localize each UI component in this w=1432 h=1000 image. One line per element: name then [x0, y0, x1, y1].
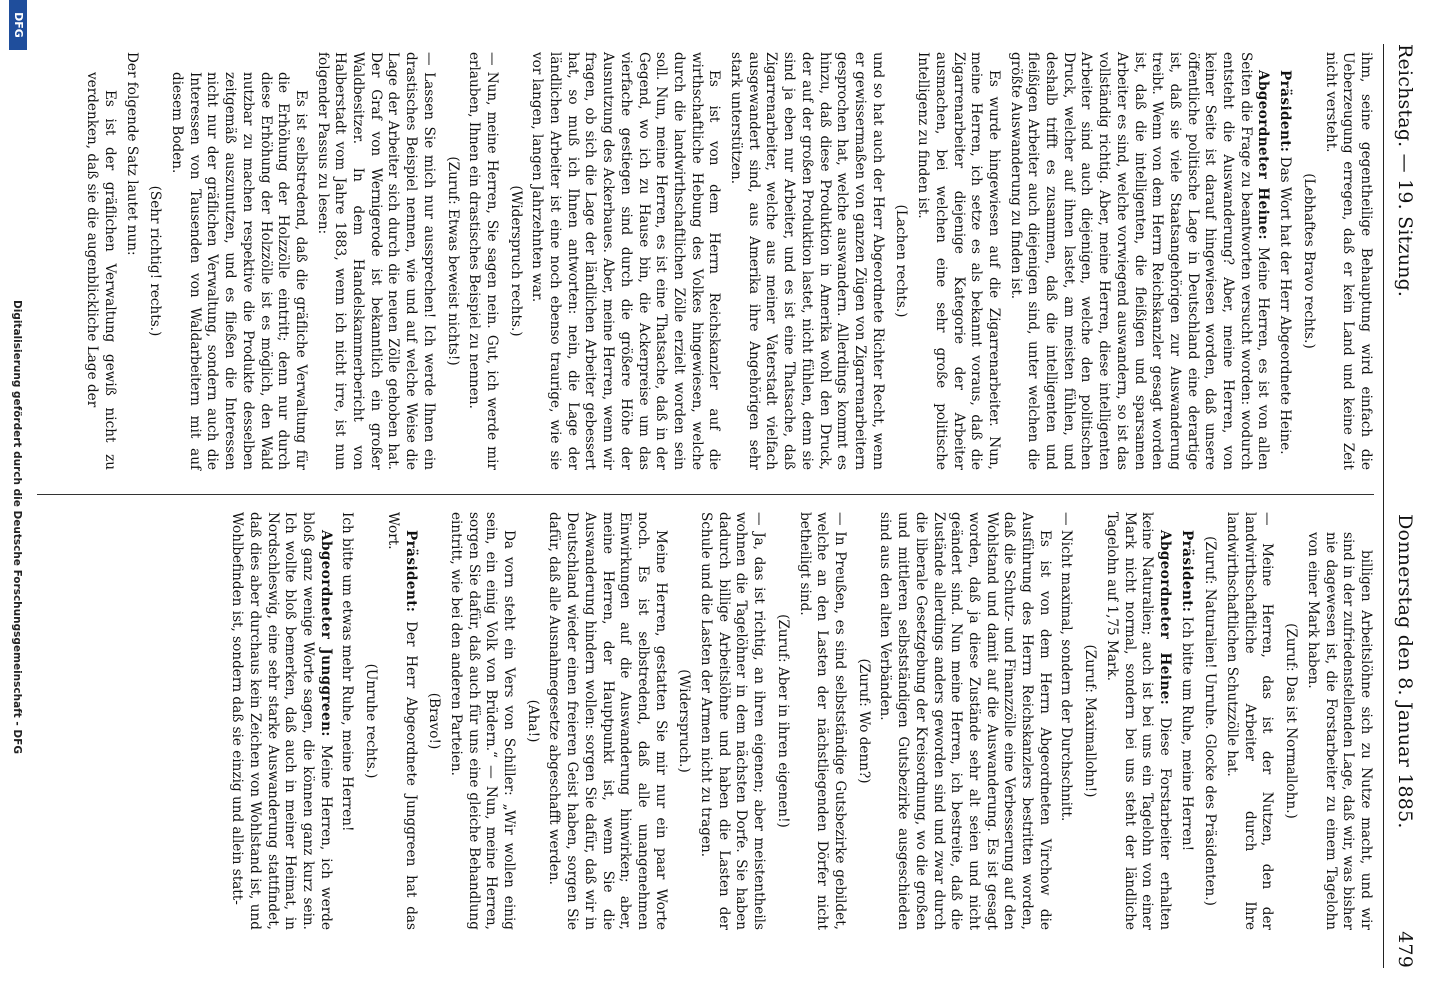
paragraph-text: Es ist selbstredend, daß die gräfliche Verwaltung für die Erhöhung der Holzzölle eintritt; denn nur durch diese Erhöhung der Holzzölle ist es möglich, den Wald nutzbar zu machen respektive die Produkte desselben zeitgemäß auszunutzen, und es fließen die Interessen nicht nur der gräflichen Verwaltung, sondern auch die Interessen von Tausenden von Waldarbeitern mit auf diesem Boden. [169, 72, 309, 470]
paragraph-text: (Bravo!) [426, 692, 443, 750]
interjection [1201, 512, 1219, 930]
paragraph-text: (Sehr richtig! rechts.) [147, 185, 164, 337]
text-paragraph [465, 52, 500, 470]
paragraph-text: (Zuruf: Aber in ihren eigenen!) [774, 614, 791, 828]
dfg-logo: DFG [9, 0, 27, 50]
paragraph-text: (Widerspruch.) [676, 669, 693, 773]
paragraph-text: Da vorn steht ein Vers von Schiller: „Wir wollen einig sein, ein einig Volk von Brüdern.“ — Nun, meine Herren, sorgen Sie dafür, daß auch für uns eine gleiche Behandlung eintritt, wie bei den anderen Parteien. [447, 512, 518, 930]
interjection [773, 512, 791, 930]
paragraph-text: — Nicht maximal, sondern der Durchschnitt. [1058, 512, 1075, 822]
text-paragraph [913, 52, 1002, 470]
speaker-label: Abgeordneter Heine: [1255, 70, 1272, 240]
page-header [1383, 44, 1420, 968]
paragraph-text: Es ist der gräflichen Verwaltung gewiß nicht zu verdenken, daß sie die augenblickliche Lage der [84, 72, 118, 470]
interjection [854, 512, 872, 930]
interjection [675, 512, 693, 930]
paragraph-text: — Lassen Sie mich nur aussprechen! Ich werde Ihnen ein drastisches Beispiel nennen, wie und auf welche Weise die Lage der Arbeiter sich durch die neuen Zölle gehoben hat. Der Graf von Wernigerode ist bekanntlich ein großer Waldbesitzer. In dem Handelskammerbericht von Halberstadt vom Jahre 1883, wenn ich nicht irre, ist nun folgender Passus zu lesen: [314, 52, 437, 470]
paragraph-text: Der folgende Satz lautet nun: [123, 52, 140, 256]
speaker-label: Präsident: [402, 530, 419, 613]
speaker-paragraph [1275, 52, 1293, 470]
header-session-title [1394, 44, 1416, 297]
speaker-paragraph [1177, 512, 1195, 930]
interjection [1299, 52, 1317, 470]
paragraph-text: Meine Herren, es ist von allen Seiten die Frage zu beantworten versucht worden: wodurch entsteht die Auswanderung? Aber, meine Herren, von keiner Seite ist darauf hingewiesen worden, daß unsere öffentliche politische Lage in Deutschland eine derartige ist, daß sie viele Staatsangehörigen zur Auswanderung treibt. Wenn von dem Herrn Reichskanzler gesagt worden ist, daß die intelligenten, die fleißigen und sparsamen Arbeiter es sind, welche vorwiegend auswandern, so ist das vollständig richtig. Aber, meine Herren, diese intelligenten Arbeiter sind auch diejenigen, welche den politischen Druck, welcher auf ihnen lastet, am meisten fühlen, und deshalb trifft es zusammen, daß die intelligenten und fleißigen Arbeiter auch diejenigen sind, unter welchen die größte Auswanderung zu finden ist. [1007, 52, 1272, 470]
paragraph-text: — Meine Herren, das ist der Nutzen, den der landwirthschaftliche Arbeiter durch Ihre landwirthschaftlichen Schutzzölle hat. [1224, 512, 1276, 930]
paragraph-text: ihm, seine gegentheilige Behauptung wird einfach die Ueberzeugung erregen, daß er kein Land und keine Zeit nicht versteht. [1322, 52, 1374, 470]
paragraph-text: Meine Herren, gestatten Sie mir nur ein paar Worte noch. Es ist selbstredend, daß alle unangenehmen Einwirkungen auf die Auswanderung hinwirken; aber, meine Herren, der Hauptpunkt ist, wenn Sie die Auswanderung hindern wollen: sorgen Sie dafür, daß wir in Deutschland wieder einen freieren Geist haben, sorgen Sie dafür, daß alle Ausnahmegesetze abgeschafft werden. [546, 512, 669, 930]
digitization-credit-band [0, 0, 37, 1000]
text-paragraph [726, 52, 885, 470]
text-paragraph [795, 512, 848, 930]
paragraph-text: Der Herr Abgeordnete Junggreen hat das Wort. [384, 512, 419, 930]
speaker-label: Präsident: [1277, 70, 1294, 153]
text-paragraph [1057, 512, 1075, 930]
paragraph-text: (Zuruf: Maximallohn!) [1082, 644, 1099, 798]
interjection [443, 52, 461, 470]
interjection [506, 52, 524, 470]
text-paragraph [167, 72, 309, 470]
paragraph-text: und so hat auch der Herr Abgeordnete Richter Recht, wenn er gewissermaßen von ganzen Zügen von Zigarrenarbeitern gesprochen hat, welche auswandern. Allerdings kommt es hinzu, daß diese Produktion in Amerika wohl den Druck, der auf der großen Produktion lastet, nicht fühlen, denn sie sind ja eben nur Arbeiter, und es ist eine Thatsache, daß Zigarrenarbeiter, welche aus meiner Vaterstadt vielfach ausgewandert sind, aus Amerika ihre Angehörigen sehr stark unterstützen. [728, 52, 886, 470]
interjection [1281, 512, 1299, 930]
text-paragraph [122, 52, 140, 470]
page-number: 479 [1394, 931, 1416, 968]
speaker-label: Abgeordneter Junggreen: [317, 530, 334, 737]
speaker-paragraph [1006, 52, 1272, 470]
paragraph-text: — Nun, meine Herren, Sie sagen nein. Gut, ich werde mir erlauben, Ihnen ein drastisches Beispiel zu nennen. [466, 52, 500, 470]
speaker-paragraph [228, 512, 334, 930]
interjection [146, 52, 164, 470]
paragraph-text: (Aha!) [524, 699, 541, 743]
interjection [425, 512, 443, 930]
text-paragraph [1303, 532, 1374, 930]
paragraph-text: Es ist von dem Herrn Abgeordneten Virchow die Ausführung des Herrn Reichskanzlers bestritten worden, daß die Schutz- und Finanzzölle eine Verbesserung auf den Wohlstand und damit auf die Auswanderung. Es ist gesagt worden, daß ja diese Zustände sehr alt seien und nicht geändert sind. Nun meine Herren, ich bestreite, daß die Zustände allerdings anders geworden sind und zwar durch die liberale Gesetzgebung der Kreisordnung, wo die großen und mittleren selbstständigen Gutsbezirke ausgeschieden sind aus den alten Verbänden. [877, 512, 1053, 930]
text-paragraph [313, 52, 437, 470]
speaker-label: Präsident: [1178, 530, 1195, 613]
interjection [1080, 512, 1098, 930]
interjection [892, 52, 910, 470]
interjection [361, 512, 379, 930]
text-paragraph [446, 512, 517, 930]
paragraph-text: Meine Herren, ich werde bloß ganz wenige Worte sagen, die können ganz kurz sein. Ich wollte bloß bemerken, daß auch in meiner Heimat, in Nordschleswig, eine sehr starke Auswanderung stattfindet, daß dies aber durchaus kein Zeichen von Wohlstand ist, und Wohlbefinden ist, sondern daß sie einzig und allein statt- [229, 512, 334, 930]
speaker-label: Abgeordneter Heine: [1156, 530, 1173, 706]
paragraph-text: (Unruhe rechts.) [363, 663, 380, 779]
text-paragraph [1321, 52, 1374, 470]
text-paragraph [696, 512, 767, 930]
paragraph-text: (Zuruf: Naturalien! Unruhe. Glocke des Präsidenten.) [1202, 536, 1219, 906]
text-paragraph [528, 52, 723, 470]
digitization-credit: Digitalisierung gefördert durch die Deutsche Forschungsgemeinschaft - DFG [11, 300, 23, 754]
text-paragraph [82, 72, 117, 470]
paragraph-text: (Zuruf: Wo denn?) [855, 658, 872, 784]
paragraph-text: billigen Arbeitslöhne sich zu Nutze macht, und wir sind in der zufriedenstellenden Lage, daß wir, was bisher nie dagewesen ist, die Forstarbeiter zu einem Tagelohn von einer Mark haben. [1304, 532, 1374, 930]
paragraph-text: (Zuruf: Etwas beweist nichts!) [444, 156, 461, 366]
text-paragraph [338, 512, 356, 930]
paragraph-text: — In Preußen, es sind selbstständige Gutsbezirke gebildet, welche an den Lasten der nächstliegenden Dörfer nicht betheiligt sind. [796, 512, 849, 930]
text-paragraph [876, 512, 1053, 930]
header-date-and-page [1394, 514, 1416, 968]
text-paragraph [1222, 512, 1275, 930]
column-divider [0, 494, 1374, 495]
paragraph-text: Es ist von dem Herrn Reichskanzler auf die wirthschaftliche Hebung des Volkes hingewiesen, welche durch die landwirthschaftlichen Zölle erzielt worden sein soll. Nun, meine Herren, es ist eine Thatsache, daß in der Gegend, wo ich zu Hause bin, die Ackerpreise um das vierfache gestiegen sind durch die größere Höhe der Ausnutzung des Ackerbaues. Aber, meine Herren, wenn wir fragen, ob sich die Lage der ländlichen Arbeiter gebessert hat, so muß ich Ihnen antworten: nein, die Lage der ländlichen Arbeiter ist eine noch ebenso traurige, wie sie vor langen, langen Jahrzehnten war. [529, 52, 723, 470]
paragraph-text: (Zuruf: Das ist Normallohn.) [1283, 623, 1300, 819]
header-left-text: Reichstag. — 19. Sitzung. [1394, 44, 1416, 298]
header-date: Donnerstag den 8. Januar 1885. [1394, 514, 1416, 829]
paragraph-text: Das Wort hat der Herr Abgeordnete Heine. [1277, 156, 1294, 455]
paragraph-text: Diese Forstarbeiter erhalten keine Naturalien; auch ist bei uns ein Tagelohn von einer Mark nicht normal, sondern bei uns steht der ländliche Tagelohn auf 1,75 Mark. [1103, 512, 1173, 930]
text-paragraph [545, 512, 669, 930]
paragraph-text: (Lebhaftes Bravo rechts.) [1300, 173, 1317, 349]
paragraph-text: (Lachen rechts.) [893, 204, 910, 318]
paragraph-text: Ich bitte um etwas mehr Ruhe, meine Herren! [339, 512, 356, 832]
right-text-column [224, 512, 1374, 930]
left-text-column [78, 52, 1374, 470]
paragraph-text: — Ja, das ist richtig, an ihren eigenen; aber meistentheils wohnen die Tagelöhner in dem nächsten Dorfe. Sie haben dadurch billige Arbeitslöhne und haben die Lasten der Schule und die Lasten der Armen nicht zu tragen. [698, 512, 768, 930]
paragraph-text: Ich bitte um Ruhe, meine Herren! [1178, 616, 1195, 852]
paragraph-text: Es wurde hingewiesen auf die Zigarrenarbeiter. Nun, meine Herren, ich setze es als bekannt voraus, daß die Zigarrenarbeiter diejenige Kategorie der Arbeiter ausmachen, bei welchen eine sehr große politische Intelligenz zu finden ist. [915, 52, 1002, 470]
speaker-paragraph [1102, 512, 1173, 930]
speaker-paragraph [383, 512, 418, 930]
paragraph-text: (Widerspruch rechts.) [507, 185, 524, 337]
interjection [523, 512, 541, 930]
